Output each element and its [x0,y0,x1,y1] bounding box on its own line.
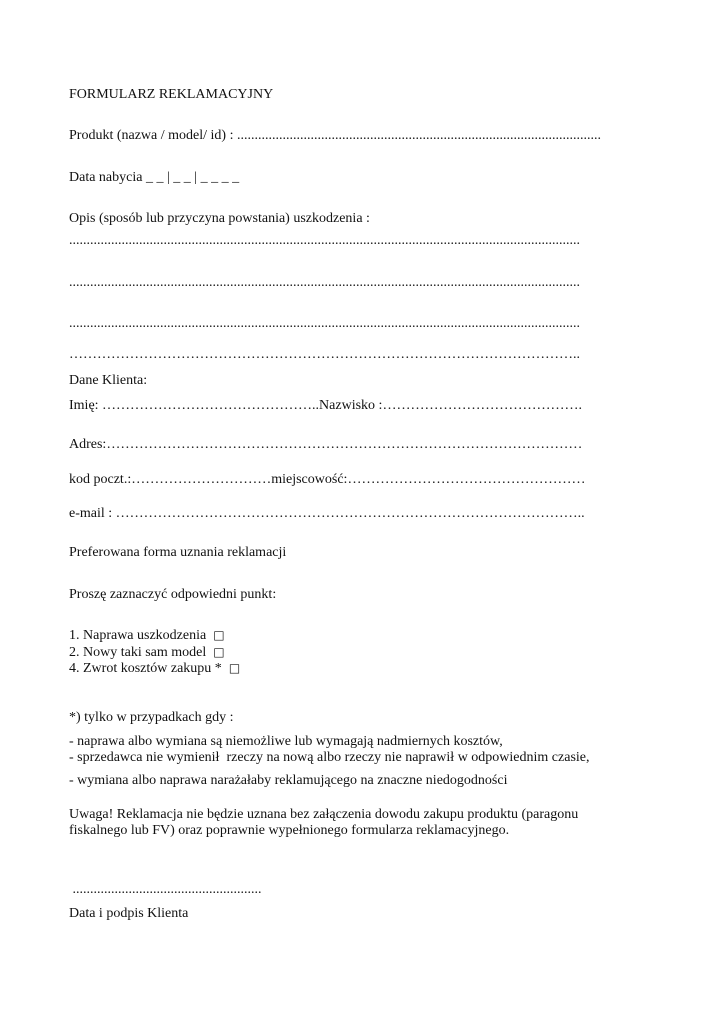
preference-heading: Preferowana forma uznania reklamacji [69,545,287,560]
city-label: miejscowość: [271,472,348,487]
description-line[interactable]: .................................................................................................................................................. [69,275,580,290]
form-title: FORMULARZ REKLAMACYJNY [69,87,274,102]
preference-instruction: Proszę zaznaczyć odpowiedni punkt: [69,587,277,602]
address-row [69,437,582,453]
checkbox-icon[interactable]: □ [213,628,225,642]
checkbox-icon[interactable]: □ [228,661,241,675]
purchase-date-field [69,170,239,186]
name-row [69,398,582,414]
footnote-item: - naprawa albo wymiana są niemożliwe lub wymagają nadmiernych kosztów, [69,734,503,749]
signature-label: Data i podpis Klienta [69,906,189,921]
description-line[interactable]: ……………………………………………………………………………………………….. [69,347,580,362]
address-input[interactable]: ………………………………………………………………………………………… [106,437,583,452]
postcode-input[interactable]: ………………………… [131,472,272,487]
footnote-item: - sprzedawca nie wymienił rzeczy na nową albo rzeczy nie naprawił w odpowiednim czasie, [69,750,590,765]
option-item [69,627,225,644]
email-input[interactable]: ……………………………………………………………………………………….. [115,506,585,521]
email-row [69,506,585,522]
first-name-label: Imię: [69,398,103,413]
signature-line[interactable]: ...................................................... [69,882,262,897]
description-label: Opis (sposób lub przyczyna powstania) uszkodzenia : [69,211,370,226]
description-line[interactable]: .................................................................................................................................................. [69,233,580,248]
purchase-date-input[interactable]: _ _ | _ _ | _ _ _ _ [145,170,240,185]
option-label: 4. Zwrot kosztów zakupu * [69,661,222,676]
notice-line: Uwaga! Reklamacja nie będzie uznana bez załączenia dowodu zakupu produktu (paragonu [69,807,579,822]
postcode-city-row [69,472,585,488]
purchase-date-label: Data nabycia [69,170,146,185]
footnote-heading: *) tylko w przypadkach gdy : [69,710,234,725]
option-label: 2. Nowy taki sam model [69,645,207,660]
surname-input[interactable]: ……………………………………. [382,398,582,413]
postcode-label: kod poczt.: [69,472,132,487]
product-input-dots[interactable]: ........................................................................................................ [236,128,601,143]
option-label: 1. Naprawa uszkodzenia [69,628,207,643]
description-line[interactable]: .................................................................................................................................................. [69,316,580,331]
address-label: Adres: [69,437,107,452]
surname-label: Nazwisko : [319,398,383,413]
email-label: e-mail : [69,506,116,521]
checkbox-icon[interactable]: □ [213,645,225,659]
product-field [69,128,601,144]
option-item [69,660,240,677]
option-item [69,644,225,661]
first-name-input[interactable]: ……………………………………….. [102,398,320,413]
notice-line: fiskalnego lub FV) oraz poprawnie wypełnionego formularza reklamacyjnego. [69,823,510,838]
product-label: Produkt (nazwa / model/ id) : [69,128,237,143]
client-heading: Dane Klienta: [69,373,148,388]
city-input[interactable]: …………………………………………… [347,472,586,487]
footnote-item: - wymiana albo naprawa narażałaby reklamującego na znaczne niedogodności [69,773,508,788]
